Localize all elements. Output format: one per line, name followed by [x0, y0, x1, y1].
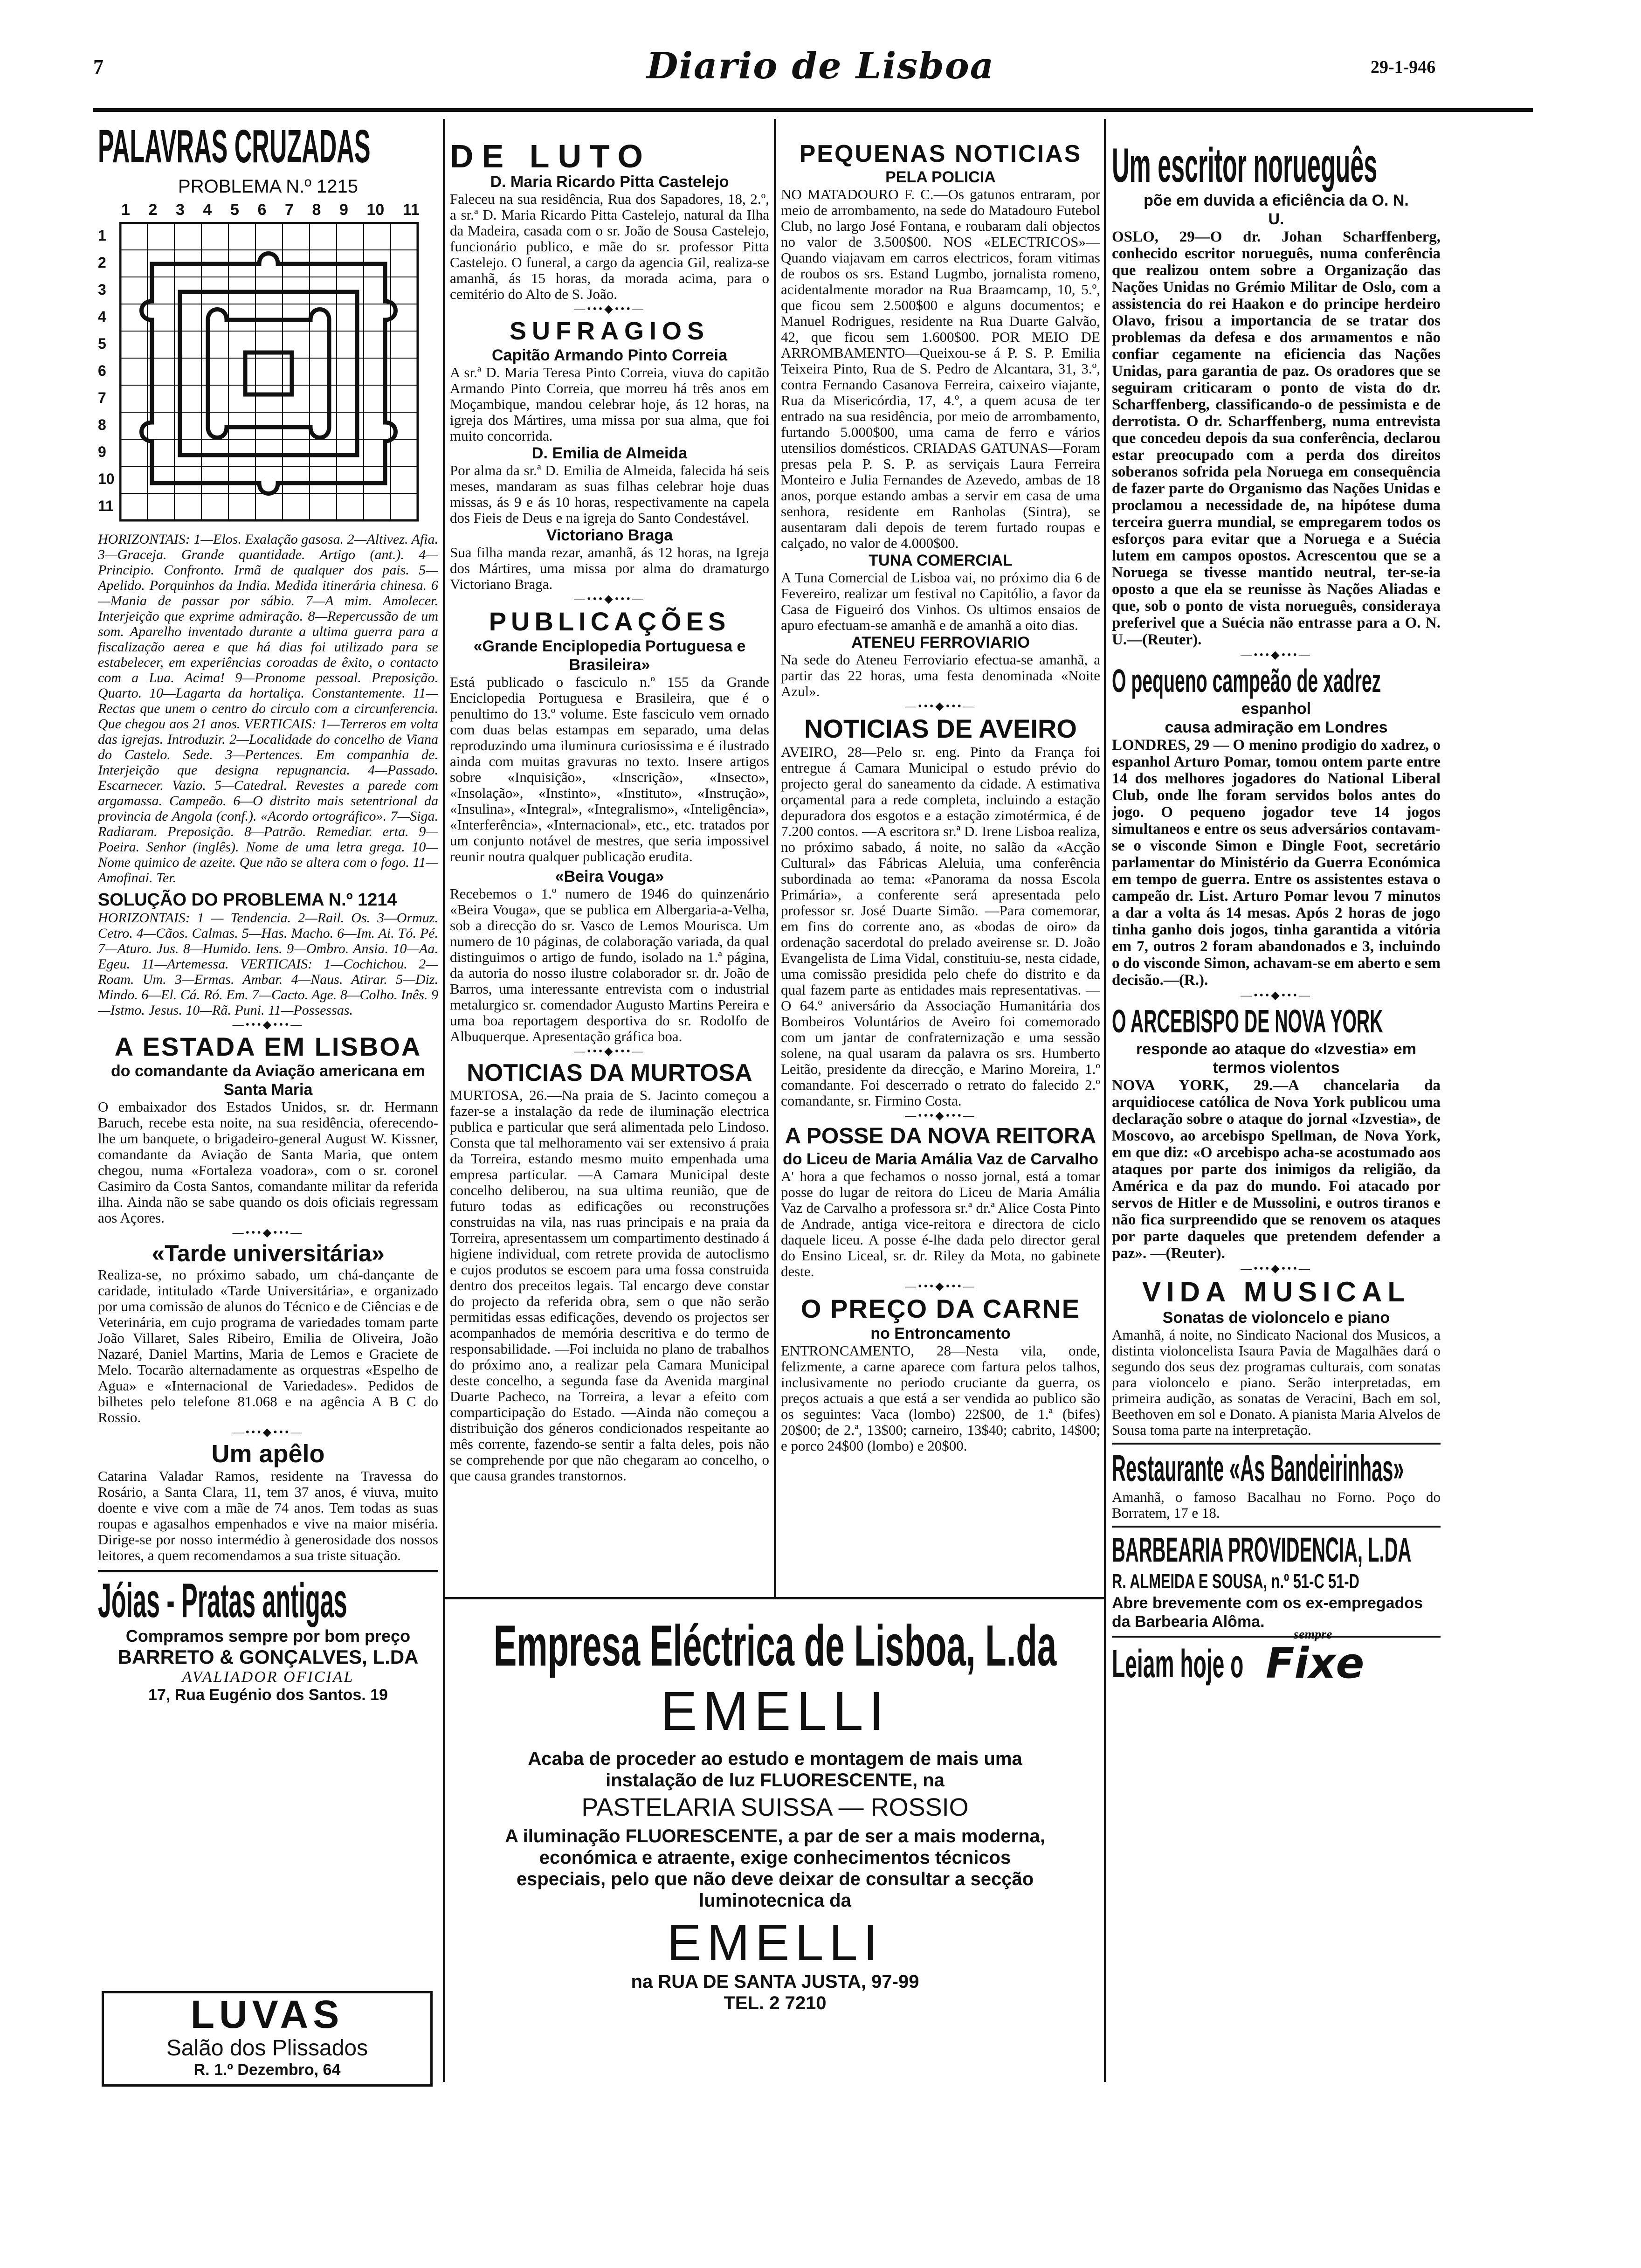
- publicacoes-section: [450, 606, 769, 1044]
- fixe-ad: [1112, 1627, 1441, 1688]
- col-num: 10: [366, 201, 385, 219]
- sufragios-name1: Capitão Armando Pinto Correia: [491, 346, 728, 364]
- preco-subtitle: no Entroncamento: [870, 1325, 1011, 1342]
- tarde-article: [98, 1240, 438, 1425]
- luto-section: [450, 140, 769, 302]
- sufragios-title: SUFRAGIOS: [509, 317, 710, 345]
- pequenas-text2: A Tuna Comercial de Lisboa vai, no próximo dia 6 de Fevereiro, realizar um festival no Capitólio, a favor da Casa de Figueiró dos Vinhos. Os ultimos ensaios de apuro efectuam-se amanhã e de amanhã a oito dias.: [781, 569, 1100, 633]
- separator: —•••◆•••—: [574, 593, 645, 605]
- col-num: 11: [402, 201, 420, 219]
- luto-name: D. Maria Ricardo Pitta Castelejo: [490, 173, 729, 191]
- sufragios-text2: Por alma da sr.ª D. Emilia de Almeida, falecida há seis meses, mandaram as suas filhas celebrar hoje duas missas, ás 9 e ás 10 horas, respectivamente na capela dos Fieis de Deus e na igreja do Santo Condestável.: [450, 462, 769, 526]
- estada-title: A ESTADA EM LISBOA: [114, 1032, 422, 1061]
- row-num: 9: [98, 443, 106, 460]
- tarde-title: «Tarde universitária»: [152, 1240, 385, 1266]
- separator: —•••◆•••—: [905, 1110, 976, 1122]
- sufragios-text3: Sua filha manda rezar, amanhã, ás 12 horas, na Igreja dos Mártires, uma missa por alma do dramaturgo Victoriano Braga.: [450, 544, 769, 592]
- pequenas-section: [781, 140, 1100, 699]
- crossword-clues: HORIZONTAIS: 1—Elos. Exalação gasosa. 2—Altivez. Afia. 3—Graceja. Grande quantidade. Artigo (ant.). 4—Principio. Confronto. Irmã de qualquer dos pais. 5—Apelido. Porquinhos da India. Medida itinerária chinesa. 6—Mania de passar por sábio. 7—A mim. Amolecer. Interjeição que exprime admiração. 8—Repercussão de um som. Aparelho inventado durante a ultima guerra para a fiscalização aerea e que há dias foi utilizado para se estabelecer, em experiências coroadas de êxito, o contacto com a Lua. Acima! 9—Pronome pessoal. Preposição. Quarto. 10—Lagarta da hortaliça. Constantemente. 11—Rectas que unem o centro do circulo com a circunferencia. Que chegou aos 21 anos. VERTICAIS: 1—Terreros em volta das igrejas. Introduzir. 2—Localidade do concelho de Viana do Castelo. Sede. 3—Pertences. Em companhia de. Interjeição que designa repugnancia. 4—Passado. Escarnecer. Vazio. 5—Catedral. Revestes a parede com argamassa. Campeão. 6—O distrito mais setentrional da provincia de Angola (conf.). «Acordo ortográfico». 7—Siga. Radiaram. Preposição. 8—Patrão. Remediar. erta. 9—Poeira. Senhor (inglês). Nome de uma letra grega. 10—Nome quimico de azeite. Que não se altera com o fogo. 11—Amofinai. Ter.: [98, 532, 438, 885]
- col-num: 2: [148, 201, 158, 219]
- xadrez-section: [1112, 662, 1441, 989]
- murtosa-title: NOTICIAS DA MURTOSA: [467, 1059, 752, 1086]
- column-4: [1112, 140, 1441, 2089]
- row-num: 2: [98, 254, 106, 271]
- restaurante-text: Amanhã, o famoso Bacalhau no Forno. Poço do Borratem, 17 e 18.: [1112, 1489, 1441, 1521]
- col-num: 9: [339, 201, 348, 219]
- row-num: 11: [98, 498, 114, 514]
- murtosa-section: [450, 1058, 769, 1484]
- preco-section: [781, 1293, 1100, 1454]
- vida-subtitle: Sonatas de violoncelo e piano: [1162, 1309, 1390, 1327]
- tarde-text: Realiza-se, no próximo sabado, um chá-dançante de caridade, intitulado «Tarde Universitária», e organizado por uma comissão de alunos do Técnico e de Ciências e de Veterinária, em cujo programa de variedades tomam parte João Villaret, Sales Ribeiro, Emilia de Oliveira, João Nazaré, Daniel Martins, Maria de Lemos e Graciete de Melo. Tocarão alternadamente as orquestras «Espelho de Agua» e «Internacional de Variedades». Pedidos de bilhetes pelo telefone 81.068 e na agência A B C do Rossio.: [98, 1266, 438, 1425]
- row-num: 4: [98, 308, 106, 325]
- column-rule-1: [443, 119, 445, 2082]
- apelo-text: Catarina Valadar Ramos, residente na Travessa do Rosário, a Santa Clara, 11, tem 37 anos, é viuva, muito doente e vive com a mãe de 74 anos. Tem todas as suas roupas e agasalhos empenhados e vive na maior miséria. Dirige-se por nosso intermédio à generosidade dos nossos leitores, a quem recomendamos a sua triste situação.: [98, 1468, 438, 1563]
- escritor-section: [1112, 140, 1441, 648]
- posse-section: [781, 1123, 1100, 1279]
- fixe-brand: Fixe: [1266, 1639, 1365, 1688]
- col-num: 4: [203, 201, 212, 219]
- column-1: [98, 121, 438, 2094]
- row-num: 1: [98, 227, 106, 244]
- separator: —•••◆•••—: [232, 1019, 304, 1031]
- page-date: 29-1-946: [1371, 57, 1436, 77]
- row-num: 8: [98, 416, 106, 433]
- ad-top-rule: [445, 1597, 1104, 1599]
- luto-title: DE LUTO: [450, 140, 651, 174]
- row-num: 7: [98, 389, 106, 406]
- barbearia-address: R. ALMEIDA E SOUSA, n.º 51-C 51-D: [1112, 1570, 1359, 1593]
- emelli-text2: A iluminação FLUORESCENTE, a par de ser a mais moderna, económica e atraente, exige conhecimentos técnicos especiais, pelo que não deve deixar de consultar a secção luminotecnica da: [505, 1826, 1045, 1911]
- crossword-problem-label: PROBLEMA N.º 1215: [178, 176, 358, 197]
- emelli-brand2: EMELLI: [667, 1914, 883, 1971]
- vida-text: Amanhã, á noite, no Sindicato Nacional dos Musicos, a distinta violoncelista Isaura Pavia de Magalhães dará o segundo dos seus dez programas culturais, com sonatas para violoncelo e piano. Serão interpretadas, em primeira audição, as sonatas de Veracini, Bach em sol, Beethoven em sol e Donato. A pianista Maria Alvelos de Sousa toma parte na interpretação.: [1112, 1327, 1441, 1438]
- luvas-ad: [102, 1991, 433, 2087]
- aveiro-title: NOTICIAS DE AVEIRO: [804, 714, 1077, 743]
- row-num: 6: [98, 362, 106, 379]
- murtosa-text: MURTOSA, 26.—Na praia de S. Jacinto começou a fazer-se a instalação da rede de iluminação electrica publica e particular que será alimentada pelo Lindoso. Consta que tal melhoramento vai ser extensivo á praia da Torreira, estando mesmo muito empenhada uma empresa particular. —A Camara Municipal deste concelho deliberou, na sua ultima reunião, que de futuro todas as edificações ou reconstruções construidas na vila, nas ruas principais e na praia da Torreira, apresentassem um compartimento destinado á higiene individual, com retrete provida de autoclismo e cujos produtos se escoem para uma fossa construida dentro dos preceitos legais. Tal encargo deve constar do projecto da referida obra, sem o que não serão permitidas essas edificações, devendo os projectos ser acompanhados de memória descritiva e do termo de responsabilidade. —Foi incluida no plano de trabalhos do próximo ano, a realizar pela Camara Municipal deste concelho, a segunda fase da Avenida marginal Duarte Pacheco, na Torreira, a levar a efeito com comparticipação do Estado. —Ainda não começou a distribuição dos géneros condicionados respeitante ao mês corrente, fazendo-se sentir a falta deles, pois não se comprehende por que não chegaram ao concelho, o que causa grandes transtornos.: [450, 1087, 769, 1484]
- header-rule: [93, 108, 1533, 112]
- arcebispo-section: [1112, 1003, 1441, 1262]
- aveiro-text: AVEIRO, 28—Pelo sr. eng. Pinto da França foi entregue á Camara Municipal o estudo prévio do projecto geral do saneamento da cidade. A estimativa orçamental para a rede completa, incluindo a estação depuradora dos esgotos e a estação zimotérmica, é de 7.200 contos. —A escritora sr.ª D. Irene Lisboa realiza, no próximo sabado, á noite, no salão da «Acção Cultural» das Fábricas Aleluia, uma conferência subordinada ao tema: «Panorama da nossa Escola Primária», a conferente será apresentada pelo professor sr. José Duarte Simão. —Para comemorar, em fins do corrente ano, as «bodas de oiro» da ordenação sacerdotal do prelado aveirense sr. D. João Evangelista de Lima Vidal, constituiu-se, nesta cidade, uma comissão presidida pelo chefe do distrito e da qual fazem parte as entidades mais representativas. —O 64.º aniversário da Associação Humanitária dos Bombeiros Voluntários de Aveiro foi comemorado com um jantar de confraternização e uma sessão solene, na qual usaram da palavra os srs. Humberto Leitão, presidente da direcção, e Marino Moreira, 1.º comandante. Foi descerrado o retrato do falecido 2.º comandante, sr. Firmino Costa.: [781, 744, 1100, 1109]
- crossword-solution-title: SOLUÇÃO DO PROBLEMA N.º 1214: [98, 890, 397, 910]
- emelli-brand: EMELLI: [660, 1680, 890, 1742]
- emelli-phone: TEL. 2 7210: [724, 1993, 827, 2013]
- column-rule-3: [1104, 119, 1106, 2082]
- luvas-address: R. 1.º Dezembro, 64: [193, 2061, 341, 2079]
- posse-subtitle: do Liceu de Maria Amália Vaz de Carvalho: [782, 1150, 1099, 1168]
- col-num: 1: [121, 201, 130, 219]
- apelo-title: Um apêlo: [211, 1440, 325, 1468]
- joias-address: 17, Rua Eugénio dos Santos. 19: [148, 1686, 388, 1704]
- publicacoes-title: PUBLICAÇÕES: [489, 607, 731, 636]
- pequenas-text1: NO MATADOURO F. C.—Os gatunos entraram, por meio de arrombamento, na sede do Matadouro Futebol Club, no largo José Fontana, e roubaram dali objectos no valor de 3.500$00. NOS «ELECTRICOS»—Quando viajavam em carros electricos, foram vitimas de roubos os srs. Estand Lugmbo, jornalista romeno, acidentalmente morador na Rua Braamcamp, 10, 5.º, que ficou sem 2.500$00 e alguns documentos; e Manuel Rodrigues, residente na Rua Duarte Galvão, 42, que ficou sem 1.600$00. POR MEIO DE ARROMBAMENTO—Queixou-se á P. S. P. Emilia Teixeira Pinto, Rua de S. Pedro de Alcantara, 31, 3.º, contra Fernando Casanova Ferreira, caixeiro viajante, Rua da Misericórdia, 17, 4.º, a quem acusa de ter entrado na sua residência, por meio de arrombamento, furtando 5.000$00, uma cama de ferro e vários utensilios domésticos. CRIADAS GATUNAS—Foram presas pela P. S. P. as serviçais Laura Ferreira Monteiro e Julia Fernandes de Azevedo, ambas de 18 anos, porque estando ambas a servir em casa de uma senhora, residente em Ranholas (Sintra), se ausentaram dali depois de terem furtado roupas e calçado, no valor de 4.000$00.: [781, 186, 1100, 551]
- column-rule-2: [774, 119, 776, 1597]
- estada-text: O embaixador dos Estados Unidos, sr. dr. Hermann Baruch, recebe esta noite, na sua residência, oferecendo-lhe um banquete, o brigadeiro-general August W. Kissner, comandante da Aviação de Santa Maria, que ontem chegou, numa «Fortaleza voadora», com o sr. coronel Casimiro da Costa Santos, comandante militar da referida ilha. Ainda não se sabe quando os dois oficiais regressam aos Açores.: [98, 1099, 438, 1226]
- col-num: 5: [230, 201, 239, 219]
- escritor-title: Um escritor norueguês: [1112, 140, 1378, 193]
- estada-subtitle: do comandante da Aviação americana em Santa Maria: [111, 1062, 425, 1099]
- joias-line1: Compramos sempre por bom preço: [125, 1626, 411, 1646]
- luvas-line1: Salão dos Plissados: [166, 2036, 368, 2061]
- sufragios-section: [450, 316, 769, 592]
- pequenas-section1: PELA POLICIA: [885, 168, 996, 186]
- xadrez-text: LONDRES, 29 — O menino prodigio do xadrez, o espanhol Arturo Pomar, tomou ontem parte entre 14 dos melhores jogadores do National Liberal Club, onde lhe foram servidos bolos antes do jogo. O pequeno jogador teve 14 jogos simultaneos e entre os seus adversários contavam-se o visconde Simon e Dingle Foot, secretário parlamentar do Ministério da Guerra Económica em tempo de guerra. Entre os assistentes estava o campeão dr. List. Arturo Pomar levou 7 minutos a dar a volta ás 14 mesas. Após 2 horas de jogo tinha ganho dois jogos, tinha garantida a vitória em 7, outros 2 foram abandonados e 3, incluindo o do visconde Simon, achavam-se em aberto e sem decisão.—(R.).: [1112, 737, 1441, 989]
- separator: —•••◆•••—: [574, 303, 645, 315]
- apelo-article: [98, 1439, 438, 1563]
- barbearia-title: BARBEARIA PROVIDENCIA, L.DA: [1112, 1530, 1412, 1569]
- xadrez-title: O pequeno campeão de xadrez: [1112, 663, 1381, 699]
- col-num: 6: [257, 201, 267, 219]
- arcebispo-title: O ARCEBISPO DE NOVA YORK: [1112, 1003, 1383, 1039]
- pequenas-title: PEQUENAS NOTICIAS: [799, 140, 1082, 167]
- col-num: 8: [312, 201, 321, 219]
- crossword-solution: HORIZONTAIS: 1 — Tendencia. 2—Rail. Os. 3—Ormuz. Cetro. 4—Cãos. Calmas. 5—Has. Macho. 6—Im. Ai. Tó. Pé. 7—Aturo. Jus. 8—Humido. Iens. 9—Ombro. Ansia. 10—Aa. Egeu. 11—Artemessa. VERTICAIS: 1—Cochichou. 2—Roam. Um. 3—Ermas. Ambar. 4—Naus. Atirar. 5—Diz. Mindo. 6—El. Cá. Ró. Em. 7—Cacto. Age. 8—Colho. Inês. 9—Istmo. Jesus. 10—Rã. Puni. 11—Possessas.: [98, 910, 438, 1018]
- luto-text: Faleceu na sua residência, Rua dos Sapadores, 18, 2.º, a sr.ª D. Maria Ricardo Pitta Castelejo, natural da Ilha da Madeira, casada com o sr. João de Sousa Castelejo, funcionário publico, e mãe do sr. professor Pitta Castelejo. O funeral, a cargo da agencia Gil, realiza-se amanhã, ás 15 horas, da morada acima, para o cemitério do Alto de S. João.: [450, 191, 769, 302]
- barbearia-text: Abre brevemente com os ex-empregados da Barbearia Alôma.: [1112, 1594, 1423, 1631]
- publicacoes-text1: Está publicado o fasciculo n.º 155 da Grande Enciclopedia Portuguesa e Brasileira, que é o penultimo do 13.º volume. Este fasciculo vem ornado com duas belas estampas em separado, uma delas reproduzindo uma iluminura curiosissima e é ilustrado ainda com muitas gravuras no texto. Insere artigos sobre «Inquisição», «Inscrição», «Insecto», «Insolação», «Instinto», «Instituto», «Instrução», «Insulina», «Integral», «Integralismo», «Inteligência», «Interferência», «Internacional», etc., etc. tratados por um conjunto notável de mestres, que seria impossivel reunir noutra qualquer publicação erudita.: [450, 674, 769, 864]
- separator: —•••◆•••—: [574, 1045, 645, 1058]
- fixe-tag: sempre: [1294, 1627, 1332, 1642]
- preco-text: ENTRONCAMENTO, 28—Nesta vila, onde, felizmente, a carne aparece com fartura pelos talhos, inclusivamente no periodo cruciante da guerra, os preços actuais a que está a ser vendida ao publico são os seguintes: Vaca (lombo) 22$00, de 1.ª (bifes) 20$00; de 2.ª, 13$00; carneiro, 13$40; cabrito, 14$00; e porco 24$00 (lombo) e 20$00.: [781, 1342, 1100, 1454]
- crossword-grid-wrap: [98, 222, 438, 530]
- joias-ad: [98, 1570, 438, 1704]
- column-3: [781, 140, 1100, 1585]
- escritor-subtitle: põe em duvida a eficiência da O. N. U.: [1144, 192, 1409, 228]
- crossword-grid[interactable]: [119, 222, 427, 525]
- restaurante-ad: [1112, 1443, 1441, 1521]
- joias-company: BARRETO & GONÇALVES, L.DA: [117, 1646, 419, 1668]
- separator: —•••◆•••—: [232, 1426, 304, 1438]
- emelli-address: na RUA DE SANTA JUSTA, 97-99: [631, 1971, 919, 1992]
- col-num: 7: [285, 201, 294, 219]
- barbearia-ad: [1112, 1526, 1441, 1631]
- separator: —•••◆•••—: [1241, 989, 1312, 1002]
- posse-text: A' hora a que fechamos o nosso jornal, está a tomar posse do lugar de reitora do Liceu de Maria Amália Vaz de Carvalho a professora sr.ª dr.ª Alice Costa Pinto de Andrade, antiga vice-reitora e directora de ciclo daquele liceu. A posse é-lhe dada pelo director geral do Ensino Liceal, sr. dr. Riley da Mota, no gabinete deste.: [781, 1168, 1100, 1279]
- vida-section: [1112, 1276, 1441, 1438]
- xadrez-subtitle2: causa admiração em Londres: [1165, 719, 1388, 736]
- vida-title: VIDA MUSICAL: [1142, 1276, 1411, 1307]
- separator: —•••◆•••—: [1241, 1263, 1312, 1275]
- separator: —•••◆•••—: [905, 700, 976, 712]
- separator: —•••◆•••—: [232, 1227, 304, 1239]
- emelli-ad: [452, 1606, 1098, 2073]
- restaurante-title: Restaurante «As Bandeirinhas»: [1112, 1447, 1404, 1489]
- pequenas-section3: ATENEU FERROVIARIO: [851, 634, 1030, 651]
- arcebispo-subtitle: responde ao ataque do «Izvestia» em termos violentos: [1136, 1040, 1416, 1077]
- preco-title: O PREÇO DA CARNE: [800, 1294, 1081, 1323]
- publicacoes-sub2: «Beira Vouga»: [555, 868, 664, 885]
- crossword-section: [98, 121, 438, 1018]
- emelli-venue: PASTELARIA SUISSA — ROSSIO: [581, 1793, 969, 1821]
- aveiro-section: [781, 713, 1100, 1109]
- xadrez-subtitle1: espanhol: [1241, 700, 1311, 718]
- row-num: 3: [98, 281, 106, 298]
- joias-title: Jóias - Pratas antigas: [98, 1574, 347, 1628]
- column-2: [450, 140, 769, 1585]
- sufragios-text1: A sr.ª D. Maria Teresa Pinto Correia, viuva do capitão Armando Pinto Correia, que morreu há três anos em Moçambique, mandou celebrar hoje, ás 12 horas, na igreja dos Mártires, uma missa por sua alma, que foi muito concorrida.: [450, 364, 769, 444]
- crossword-row-numbers: [98, 222, 117, 519]
- pequenas-text3: Na sede do Ateneu Ferroviario efectua-se amanhã, a partir das 22 horas, uma festa denominada «Noite Azul».: [781, 651, 1100, 699]
- separator: —•••◆•••—: [1241, 649, 1312, 661]
- separator: —•••◆•••—: [905, 1280, 976, 1293]
- page-number: 7: [93, 55, 103, 78]
- luvas-title: LUVAS: [190, 1992, 344, 2036]
- sufragios-name2: D. Emilia de Almeida: [531, 444, 688, 462]
- joias-role: AVALIADOR OFICIAL: [182, 1668, 354, 1686]
- fixe-text: Leiam hoje o: [1112, 1642, 1244, 1686]
- pequenas-section2: TUNA COMERCIAL: [869, 552, 1013, 569]
- arcebispo-text: NOVA YORK, 29.—A chancelaria da arquidiocese católica de Nova York publicou uma declaração sobre o ataque do jornal «Izvestia», de Moscovo, ao arcebispo Spellman, de Nova York, em que diz: «O arcebispo acha-se acostumado aos ataques por parte dos inimigos da religião, da América e da paz do mundo. Foi atacado por servos de Hitler e de Mussolini, e outros tiranos e não fica surpreendido que se renovem os ataques por parte daqueles que pretendem defender a paz». —(Reuter).: [1112, 1077, 1441, 1262]
- crossword-column-numbers: [121, 201, 420, 219]
- estada-article: [98, 1032, 438, 1226]
- row-num: 5: [98, 335, 106, 352]
- sufragios-name3: Victoriano Braga: [546, 526, 673, 544]
- emelli-company: Empresa Eléctrica de Lisboa, L.da: [493, 1614, 1057, 1678]
- masthead: Diario de Lisboa: [646, 45, 995, 87]
- escritor-text: OSLO, 29—O dr. Johan Scharffenberg, conhecido escritor norueguês, numa conferência que realizou ontem sobre a Organização das Nações Unidas no Grémio Militar de Oslo, com a assistencia do rei Haakon e do principe herdeiro Olavo, frisou a importancia de se tratar dos problemas da defesa e dos armamentos e não confiar cegamente na eficiencia das Nações Unidas, para garantia de paz. Os oradores que se seguiram criticaram o ponto de vista do dr. Scharffenberg, classificando-o de pessimista e de derrotista. O dr. Scharffenberg, numa entrevista que concedeu depois da sua conferência, declarou estar preocupado com a perda dos direitos soberanos sofrida pela Noruega em consequência de fazer parte do Organismo das Nações Unidas e proclamou a necessidade de, na hipótese duma terceira guerra mundial, se empregarem todos os esforços para evitar que a Noruega e a Suécia lutem em campos opostos. Acrescentou que se a Noruega se tivesse mantido neutral, ter-se-ia oposto a que ela se reunisse às Nações Aliadas e que, sob o ponto de vista norueguês, consideraya preferivel que a Suécia não entrasse para a O. N. U.—(Reuter).: [1112, 228, 1441, 648]
- emelli-text1: Acaba de proceder ao estudo e montagem de mais uma instalação de luz FLUORESCENTE, na: [528, 1749, 1022, 1791]
- posse-title: A POSSE DA NOVA REITORA: [785, 1124, 1096, 1148]
- crossword-title: PALAVRAS CRUZADAS: [98, 121, 371, 173]
- publicacoes-text2: Recebemos o 1.º numero de 1946 do quinzenário «Beira Vouga», que se publica em Albergaria-a-Velha, sob a direcção do sr. Vasco de Lemos Mourisca. Um numero de 10 páginas, de colaboração variada, da qual distinguimos o artigo de fundo, isolado na 1.ª página, da autoria do nosso ilustre colaborador sr. dr. João de Barros, uma interessante entrevista com o industrial metalurgico sr. comendador Augusto Martins Pereira e uma boa reportagem desportiva do sr. Rodolfo de Albuquerque. Apresentação gráfica boa.: [450, 885, 769, 1044]
- row-num: 10: [98, 470, 115, 487]
- publicacoes-sub1: «Grande Enciplopedia Portuguesa e Brasileira»: [473, 637, 746, 674]
- fixe-logo: [1266, 1627, 1365, 1688]
- col-num: 3: [176, 201, 185, 219]
